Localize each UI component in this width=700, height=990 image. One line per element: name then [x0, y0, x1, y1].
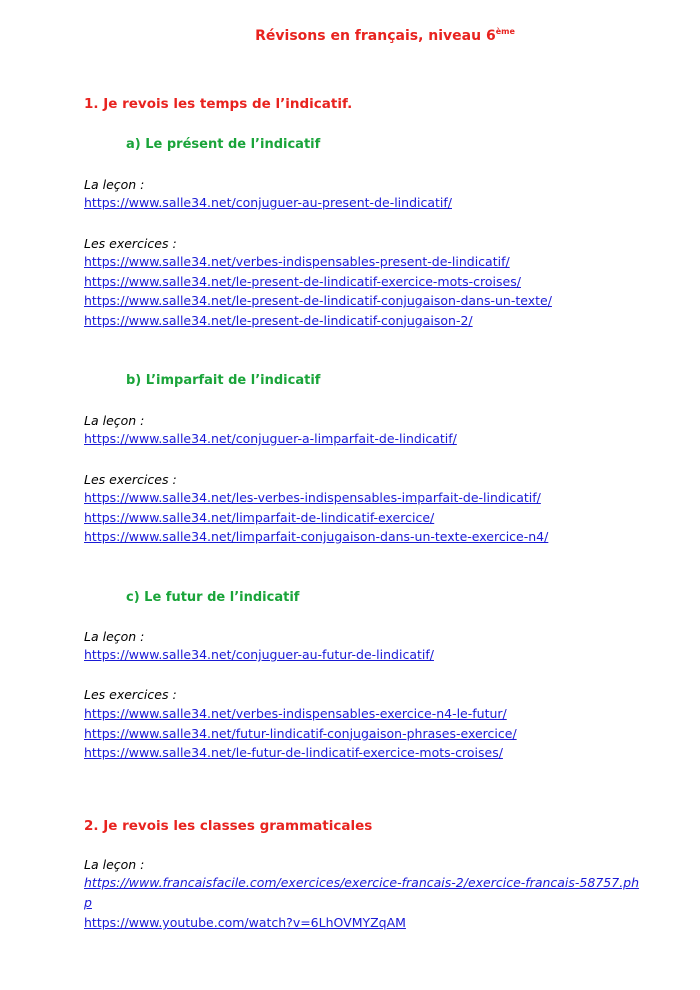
list-item — [84, 913, 406, 933]
list-item — [84, 724, 517, 744]
page-title — [0, 27, 700, 44]
futur-exercices-links — [84, 704, 517, 763]
list-item — [84, 743, 517, 763]
present-exercice-link-4[interactable]: https://www.salle34.net/le-present-de-lindicatif-conjugaison-2/ — [84, 312, 473, 328]
futur-exercices-label: Les exercices : — [84, 687, 177, 702]
present-lecon-links — [84, 193, 452, 213]
section-2-video-links — [84, 913, 406, 933]
list-item — [84, 272, 552, 292]
imparfait-lecon-label: La leçon : — [84, 413, 145, 428]
futur-lecon-link[interactable]: https://www.salle34.net/conjuguer-au-futur-de-lindicatif/ — [84, 647, 434, 662]
section-2-lecon-label: La leçon : — [84, 857, 145, 872]
list-item — [84, 527, 548, 547]
list-item — [84, 508, 548, 528]
list-item — [84, 645, 434, 665]
list-item — [84, 193, 452, 213]
present-exercice-link-3[interactable]: https://www.salle34.net/le-present-de-lindicatif-conjugaison-dans-un-texte/ — [84, 293, 552, 308]
futur-exercice-link-1[interactable]: https://www.salle34.net/verbes-indispensables-exercice-n4-le-futur/ — [84, 706, 507, 721]
futur-exercice-link-2[interactable]: https://www.salle34.net/futur-lindicatif-conjugaison-phrases-exercice/ — [84, 725, 517, 741]
section-2-heading: 2. Je revois les classes grammaticales — [84, 818, 373, 834]
section-2-lecon-link-francaisfacile[interactable]: https://www.francaisfacile.com/exercices/exercice-francais-2/exercice-francais-58757.php — [84, 875, 640, 910]
title-text: Révisons en français, niveau 6 — [255, 28, 496, 44]
imparfait-exercices-label: Les exercices : — [84, 472, 177, 487]
imparfait-exercice-link-2[interactable]: https://www.salle34.net/limparfait-de-lindicatif-exercice/ — [84, 509, 435, 525]
list-item — [84, 311, 552, 331]
imparfait-lecon-link[interactable]: https://www.salle34.net/conjuguer-a-limparfait-de-lindicatif/ — [84, 431, 457, 446]
section-1-heading: 1. Je revois les temps de l’indicatif. — [84, 96, 353, 112]
present-exercice-link-2[interactable]: https://www.salle34.net/le-present-de-lindicatif-exercice-mots-croises/ — [84, 273, 521, 289]
futur-heading: c) Le futur de l’indicatif — [126, 590, 300, 605]
present-exercices-links — [84, 252, 552, 330]
list-item — [84, 291, 552, 311]
list-item — [84, 488, 548, 508]
imparfait-heading: b) L’imparfait de l’indicatif — [126, 373, 321, 388]
imparfait-exercices-links — [84, 488, 548, 547]
imparfait-lecon-links — [84, 429, 457, 449]
present-exercices-label: Les exercices : — [84, 236, 177, 251]
futur-exercice-link-3[interactable]: https://www.salle34.net/le-futur-de-lindicatif-exercice-mots-croises/ — [84, 745, 503, 760]
list-item — [84, 429, 457, 449]
section-2-lecon-long-block — [84, 873, 644, 912]
list-item — [84, 704, 517, 724]
present-exercice-link-1[interactable]: https://www.salle34.net/verbes-indispensables-present-de-lindicatif/ — [84, 254, 510, 269]
present-heading: a) Le présent de l’indicatif — [126, 137, 321, 152]
futur-lecon-links — [84, 645, 434, 665]
futur-lecon-label: La leçon : — [84, 629, 145, 644]
title-superscript: ème — [495, 27, 515, 36]
imparfait-exercice-link-3[interactable]: https://www.salle34.net/limparfait-conjugaison-dans-un-texte-exercice-n4/ — [84, 529, 549, 544]
section-2-lecon-link-youtube[interactable]: https://www.youtube.com/watch?v=6LhOVMYZqAM — [84, 915, 406, 930]
imparfait-exercice-link-1[interactable]: https://www.salle34.net/les-verbes-indispensables-imparfait-de-lindicatif/ — [84, 490, 541, 505]
list-item — [84, 252, 552, 272]
present-lecon-label: La leçon : — [84, 177, 145, 192]
present-lecon-link[interactable]: https://www.salle34.net/conjuguer-au-present-de-lindicatif/ — [84, 195, 452, 210]
